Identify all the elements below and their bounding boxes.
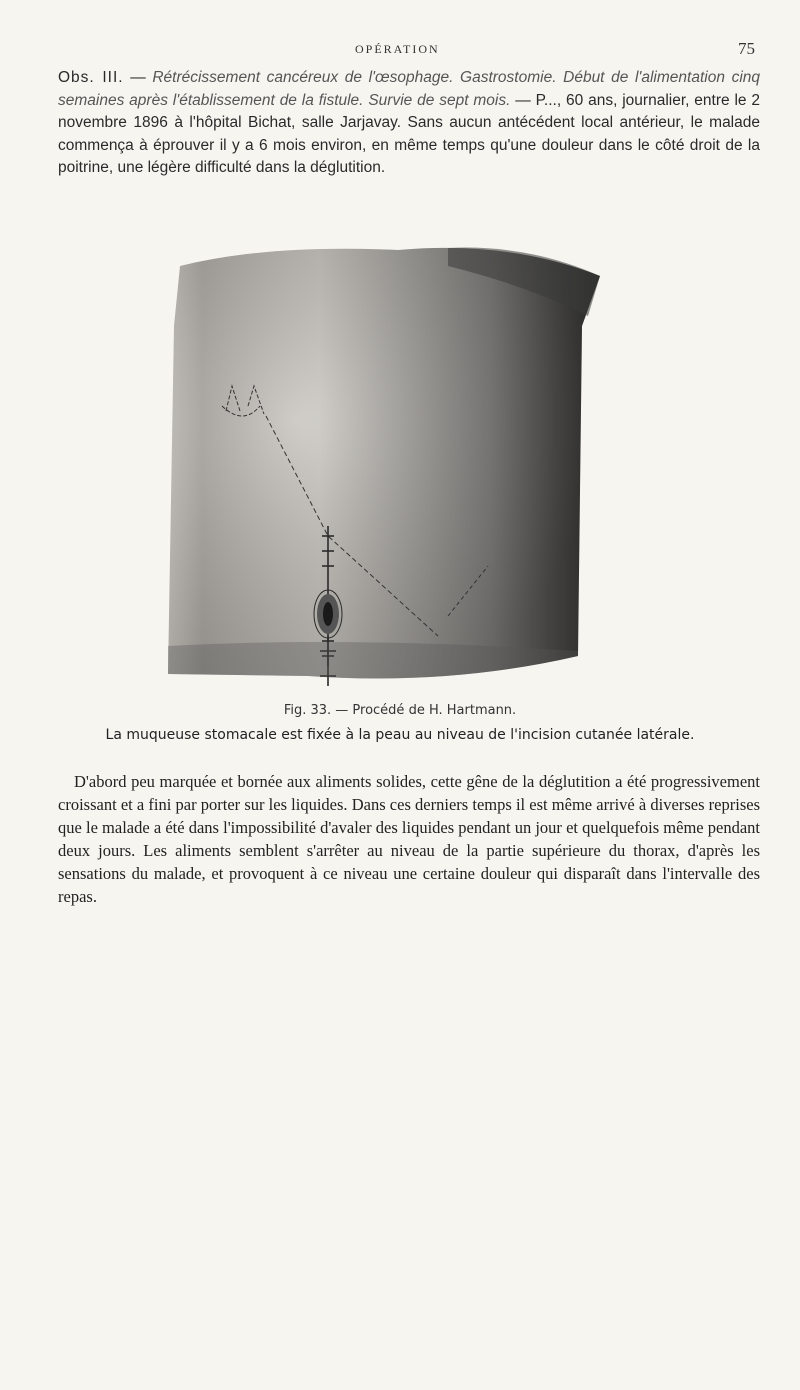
surgical-illustration xyxy=(148,236,628,686)
figure-caption: Fig. 33. — Procédé de H. Hartmann. xyxy=(283,703,517,718)
observation-title: Rétrécissement cancéreux de l'œsophage. Gastrostomie. Début de l'alimentation cinq semaines après l'établissement de la fistule. Survie de sept mois. xyxy=(58,69,760,109)
body-paragraph: D'abord peu marquée et bornée aux aliments solides, cette gêne de la déglutition a été progressivement croissant et a fini par porter sur les liquides. Dans ces derniers temps il est même arrivé à diverses reprises que le malade a été dans l'impossibilité d'avaler des liquides pendant un jour et quelquefois même pendant deux jours. Les aliments semblent s'arrêter au niveau de la partie supérieure du thorax, d'après les sensations du malade, et provoquent à ce niveau une certaine douleur qui disparaît dans l'intervalle des repas. xyxy=(58,772,760,906)
page-number: 75 xyxy=(738,39,755,58)
lower-shadow xyxy=(168,642,578,679)
figure-legend: La muqueuse stomacale est fixée à la peau au niveau de l'incision cutanée latérale. xyxy=(105,727,695,743)
running-title: OPÉRATION xyxy=(355,42,440,56)
observation-paragraph xyxy=(58,67,760,180)
observation-label: Obs. III. xyxy=(58,69,124,86)
observation-text: — P..., 60 ans, journalier, entre le 2 novembre 1896 à l'hôpital Bichat, salle Jarjavay. Sans aucun antécédent local antérieur, le malade commença à éprouver il y a 6 mois environ, en même temps qu'une douleur dans le côté droit de la poitrine, une légère difficulté dans la déglutition. xyxy=(58,91,760,176)
gastrostomy-opening xyxy=(314,590,342,638)
figure-illustration xyxy=(148,236,628,686)
observation-dash: — xyxy=(123,69,153,86)
running-head xyxy=(0,39,800,62)
